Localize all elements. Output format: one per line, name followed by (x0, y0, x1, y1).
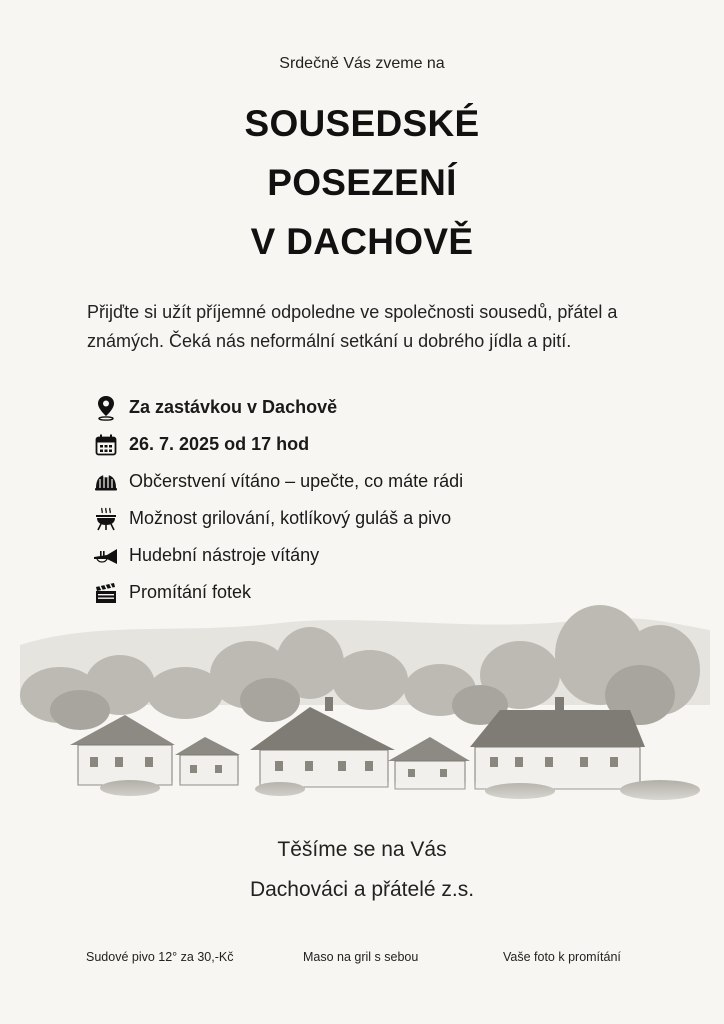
village-illustration (20, 585, 710, 815)
thanks-text: Těšíme se na Vás (277, 838, 447, 861)
calendar-icon (92, 432, 120, 458)
title-line: POSEZENÍ (267, 162, 457, 203)
map-pin-icon (92, 395, 120, 421)
info-text: Občerstvení vítáno – upečte, co máte rádi (129, 471, 464, 491)
info-text: Hudební nástroje vítány (129, 545, 320, 565)
info-text: 26. 7. 2025 od 17 hod (129, 434, 310, 454)
grill-icon (92, 506, 120, 532)
info-text: Promítání fotek (129, 582, 252, 602)
cake-icon (92, 469, 120, 495)
trumpet-icon (92, 543, 120, 569)
intro-text: Srdečně Vás zveme na (279, 55, 445, 72)
info-item-date (92, 426, 652, 463)
info-text: Možnost grilování, kotlíkový guláš a pivo (129, 508, 452, 528)
title-line: SOUSEDSKÉ (244, 103, 480, 144)
title-line: V DACHOVĚ (250, 221, 474, 262)
footer-note-photos: Vaše foto k promítání (503, 950, 621, 964)
info-list (92, 389, 652, 611)
footer-note-beer: Sudové pivo 12° za 30,-Kč (86, 950, 234, 964)
info-item-location (92, 389, 652, 426)
event-description: Přijďte si užít příjemné odpoledne ve společnosti sousedů, přátel a známých. Čeká nás neformální setkání u dobrého jídla a pití. (87, 302, 618, 351)
organizer-name: Dachováci a přátelé z.s. (249, 878, 475, 901)
info-item-refreshments (92, 463, 652, 500)
footer-note-meat: Maso na gril s sebou (303, 950, 419, 964)
info-item-music (92, 537, 652, 574)
event-title (0, 94, 724, 271)
info-item-grill (92, 500, 652, 537)
info-text: Za zastávkou v Dachově (129, 397, 338, 417)
